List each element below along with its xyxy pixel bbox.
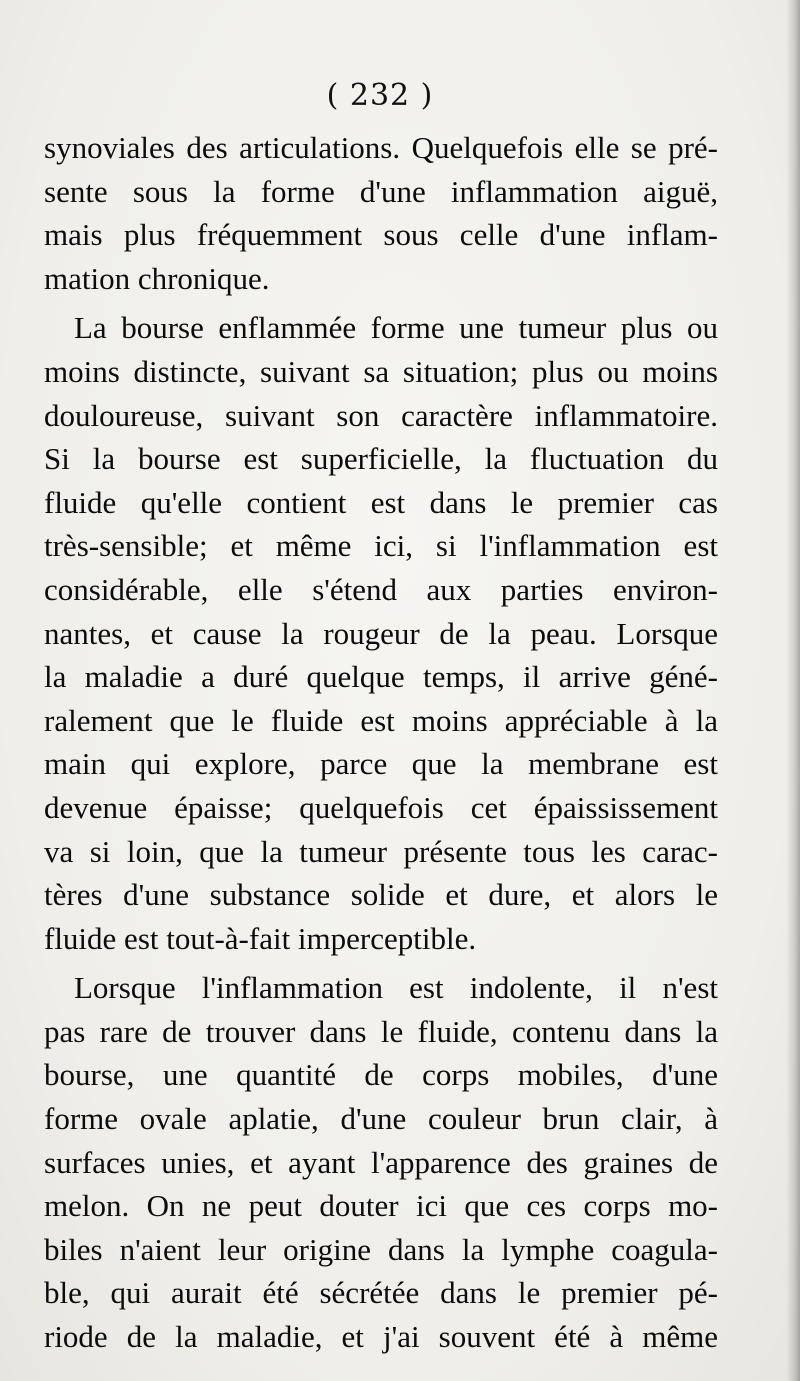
- body-text: [44, 126, 718, 1359]
- text-line: forme ovale aplatie, d'une couleur brun clair, à: [44, 1101, 718, 1137]
- text-line: mais plus fréquemment sous celle d'une inflam-: [44, 217, 718, 253]
- text-line: synoviales des articulations. Quelquefois elle se pré-: [44, 130, 718, 165]
- paragraph: [44, 966, 718, 1358]
- text-line: La bourse enflammée forme une tumeur plus ou: [74, 310, 718, 346]
- text-line: fluide qu'elle contient est dans le premier cas: [44, 484, 718, 520]
- text-line: tères d'une substance solide et dure, et alors le: [44, 877, 718, 913]
- text-line: douloureuse, suivant son caractère inflammatoire.: [44, 397, 718, 433]
- text-line: Lorsque l'inflammation est indolente, il n'est: [74, 970, 718, 1006]
- text-line: riode de la maladie, et j'ai souvent été à même: [44, 1319, 718, 1355]
- text-line: pas rare de trouver dans le fluide, contenu dans la: [44, 1013, 718, 1049]
- text-line: melon. On ne peut douter ici que ces corps mo-: [44, 1188, 718, 1224]
- text-line: fluide est tout-à-fait imperceptible.: [44, 920, 477, 956]
- page-edge-shadow: [786, 0, 800, 1381]
- text-line: bourse, une quantité de corps mobiles, d'une: [44, 1057, 718, 1093]
- text-line: nantes, et cause la rougeur de la peau. Lorsque: [44, 615, 718, 651]
- text-line: sente sous la forme d'une inflammation aiguë,: [44, 173, 718, 209]
- text-line: considérable, elle s'étend aux parties environ-: [44, 571, 718, 607]
- text-line: la maladie a duré quelque temps, il arrive géné-: [44, 659, 718, 695]
- text-line: va si loin, que la tumeur présente tous les carac-: [44, 833, 718, 869]
- paragraph: [44, 126, 718, 300]
- text-line: biles n'aient leur origine dans la lymphe coagula-: [44, 1231, 718, 1267]
- text-line: ralement que le fluide est moins appréciable à la: [44, 702, 718, 738]
- text-line: main qui explore, parce que la membrane est: [44, 746, 718, 782]
- text-line: Si la bourse est superficielle, la fluctuation du: [44, 441, 718, 477]
- text-line: ble, qui aurait été sécrétée dans le premier pé-: [44, 1275, 718, 1311]
- text-line: moins distincte, suivant sa situation; plus ou moins: [44, 353, 718, 389]
- text-line: surfaces unies, et ayant l'apparence des graines de: [44, 1144, 718, 1180]
- page-number: ( 232 ): [326, 78, 434, 113]
- text-line: très-sensible; et même ici, si l'inflammation est: [44, 528, 718, 564]
- text-line: devenue épaisse; quelquefois cet épaississement: [44, 789, 718, 825]
- paragraph: [44, 306, 718, 960]
- text-line: mation chronique.: [44, 260, 270, 296]
